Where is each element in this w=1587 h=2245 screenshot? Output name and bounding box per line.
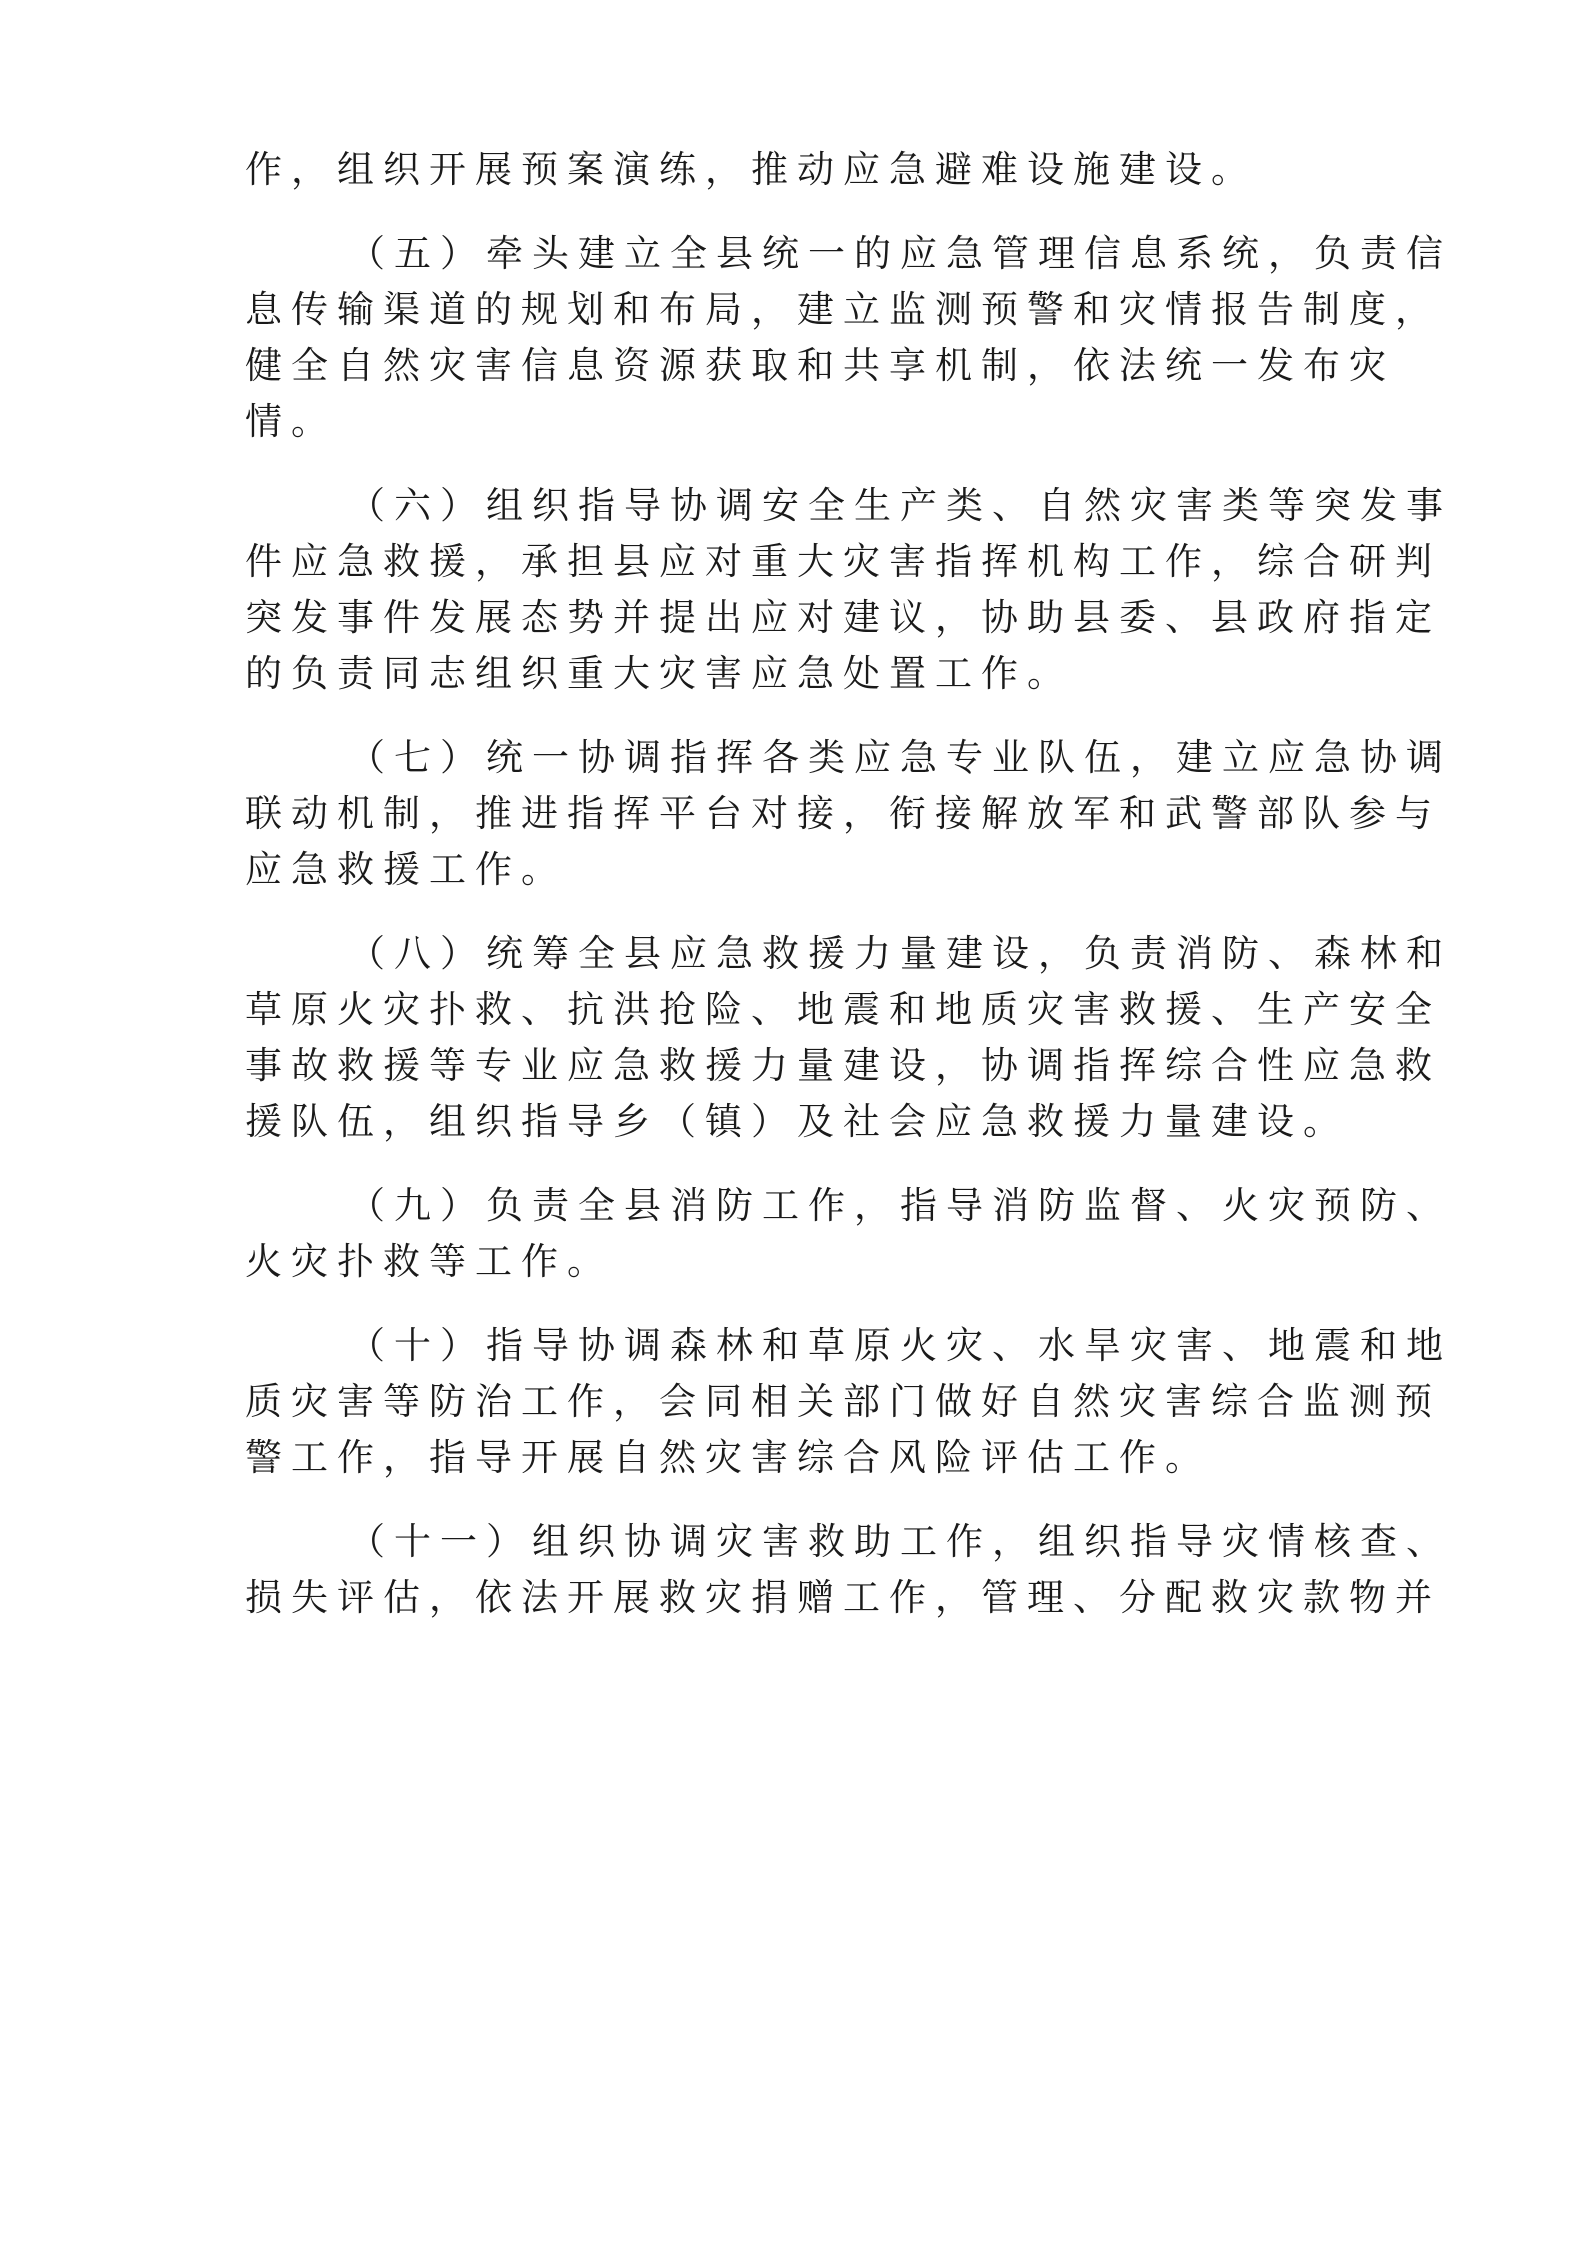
line-text: 组织指导协调安全生产类、自然灾害类等突发事 xyxy=(486,484,1452,527)
text-line xyxy=(245,146,1355,194)
text-line xyxy=(245,846,1355,894)
paragraph-nine-start xyxy=(348,1182,1452,1230)
item-label-five: （五） xyxy=(348,232,486,275)
text-line xyxy=(245,790,1441,838)
text-line xyxy=(245,342,1395,390)
text-line xyxy=(245,986,1441,1034)
paragraph-ten-start xyxy=(348,1322,1452,1370)
line-text: 的负责同志组织重大灾害应急处置工作。 xyxy=(245,652,1073,695)
paragraph-five-start xyxy=(348,230,1452,278)
line-text: 草原火灾扑救、抗洪抢险、地震和地质灾害救援、生产安全 xyxy=(245,988,1441,1031)
text-line xyxy=(245,1378,1441,1426)
line-text: 事故救援等专业应急救援力量建设，协调指挥综合性应急救 xyxy=(245,1044,1441,1087)
line-text: 联动机制，推进指挥平台对接，衔接解放军和武警部队参与 xyxy=(245,792,1441,835)
item-label-eight: （八） xyxy=(348,932,486,975)
item-label-seven: （七） xyxy=(348,736,486,779)
text-line xyxy=(245,650,1355,698)
paragraph-eight-start xyxy=(348,930,1452,978)
item-label-six: （六） xyxy=(348,484,486,527)
text-line xyxy=(245,1098,1355,1146)
line-text: 息传输渠道的规划和布局，建立监测预警和灾情报告制度， xyxy=(245,288,1441,331)
paragraph-six-start xyxy=(348,482,1452,530)
line-text: 损失评估，依法开展救灾捐赠工作，管理、分配救灾款物并 xyxy=(245,1576,1441,1619)
text-line xyxy=(245,286,1441,334)
line-text: 作，组织开展预案演练，推动应急避难设施建设。 xyxy=(245,148,1257,191)
line-text: 火灾扑救等工作。 xyxy=(245,1240,613,1283)
line-text: 件应急救援，承担县应对重大灾害指挥机构工作，综合研判 xyxy=(245,540,1441,583)
line-text: 警工作，指导开展自然灾害综合风险评估工作。 xyxy=(245,1436,1211,1479)
item-label-eleven: （十一） xyxy=(348,1520,532,1563)
line-text: 健全自然灾害信息资源获取和共享机制，依法统一发布灾 xyxy=(245,344,1395,387)
line-text: 牵头建立全县统一的应急管理信息系统，负责信 xyxy=(486,232,1452,275)
line-text: 统一协调指挥各类应急专业队伍，建立应急协调 xyxy=(486,736,1452,779)
text-line xyxy=(245,594,1441,642)
line-text: 组织协调灾害救助工作，组织指导灾情核查、 xyxy=(532,1520,1452,1563)
text-line xyxy=(245,398,1355,446)
item-label-nine: （九） xyxy=(348,1184,486,1227)
line-text: 指导协调森林和草原火灾、水旱灾害、地震和地 xyxy=(486,1324,1452,1367)
paragraph-eleven-start xyxy=(348,1518,1452,1566)
line-text: 质灾害等防治工作，会同相关部门做好自然灾害综合监测预 xyxy=(245,1380,1441,1423)
text-line xyxy=(245,1238,1355,1286)
line-text: 统筹全县应急救援力量建设，负责消防、森林和 xyxy=(486,932,1452,975)
item-label-ten: （十） xyxy=(348,1324,486,1367)
line-text: 应急救援工作。 xyxy=(245,848,567,891)
line-text: 情。 xyxy=(245,400,337,443)
text-line xyxy=(245,1042,1441,1090)
text-line xyxy=(245,1434,1355,1482)
line-text: 突发事件发展态势并提出应对建议，协助县委、县政府指定 xyxy=(245,596,1441,639)
line-text: 援队伍，组织指导乡（镇）及社会应急救援力量建设。 xyxy=(245,1100,1349,1143)
paragraph-seven-start xyxy=(348,734,1452,782)
line-text: 负责全县消防工作，指导消防监督、火灾预防、 xyxy=(486,1184,1452,1227)
text-line xyxy=(245,1574,1441,1622)
text-line xyxy=(245,538,1441,586)
